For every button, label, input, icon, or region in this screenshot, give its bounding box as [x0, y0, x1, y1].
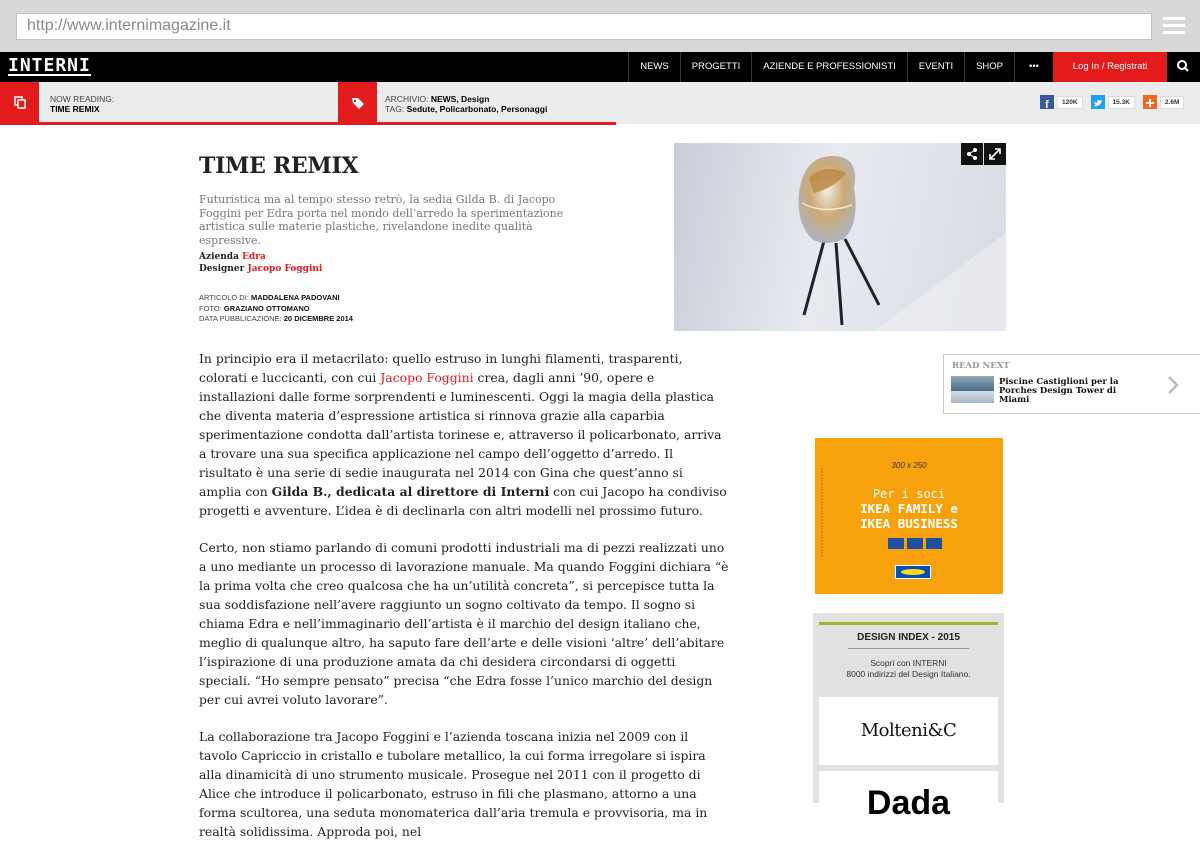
read-next-label: READ NEXT: [952, 361, 1010, 371]
ad-line-2: IKEA FAMILY e IKEA BUSINESS: [860, 501, 958, 531]
url-bar[interactable]: http://www.internimagazine.it: [16, 13, 1152, 40]
now-reading-label: NOW READING:: [50, 94, 115, 104]
brand-molteni[interactable]: Molteni&C: [819, 697, 998, 765]
ad-size: 300 x 250: [891, 461, 927, 470]
site-nav: [0, 52, 1200, 82]
archive-tags: [385, 94, 547, 114]
nav-item-progetti[interactable]: PROGETTI: [680, 52, 752, 82]
expand-icon[interactable]: [984, 143, 1006, 165]
designer-label: Designer: [199, 264, 245, 274]
nav-item-aziende[interactable]: AZIENDE E PROFESSIONISTI: [751, 52, 907, 82]
login-button[interactable]: Log In / Registrati: [1053, 52, 1167, 82]
brand-dada[interactable]: Dada: [819, 771, 998, 811]
now-reading-title: TIME REMIX: [50, 104, 100, 114]
ikea-logo: [895, 565, 931, 579]
azienda-link[interactable]: Edra: [242, 252, 266, 262]
plus-icon[interactable]: [1143, 95, 1157, 109]
facebook-icon[interactable]: [1040, 95, 1054, 109]
tag-value[interactable]: Sedute, Policarbonato, Personaggi: [406, 104, 548, 114]
browser-chrome: [0, 0, 1200, 52]
nav-menu: [628, 52, 1053, 82]
chair-illustration: [674, 143, 1006, 331]
author: MADDALENA PADOVANI: [250, 293, 340, 302]
divider: [848, 648, 969, 649]
article-body: [199, 349, 729, 859]
article-credits: [199, 251, 322, 275]
search-icon[interactable]: [1167, 52, 1200, 82]
now-reading: [50, 94, 114, 114]
article-meta: [199, 293, 353, 325]
foggini-link[interactable]: Jacopo Foggini: [380, 370, 474, 385]
article-lead: Futuristica ma al tempo stesso retrò, la sedia Gilda B. di Jacopo Foggini per Edra porta nel mondo dell’arredo la sperimentazione artistica sulle materie plastiche, rivelandone inedite qualità espressive.: [199, 193, 564, 247]
date-label: DATA PUBBLICAZIONE:: [199, 314, 282, 323]
design-index-accent: [819, 622, 998, 625]
nav-item-eventi[interactable]: EVENTI: [907, 52, 964, 82]
tag-icon: [338, 82, 377, 124]
tag-label: TAG:: [385, 104, 405, 114]
design-index: [813, 613, 1004, 822]
photographer: GRAZIANO OTTOMANO: [223, 303, 310, 313]
paragraph-1: In principio era il metacrilato: quello estruso in lunghi filamenti, trasparenti, colorati e luccicanti, con cui Jacopo Foggini crea, dagli anni ’90, opere e installazioni dalle forme sorprendenti e luminescenti. Oggi la magia della plastica che diventa materia d’espressione artistica si rinnova grazie alla caparbia sperimentazione condotta dall’artista torinese e, attraverso il policarbonato, arriva a trovare una sua specifica applicazione nel campo dell’oggetto d’arredo. Il risultato è una serie di sedie inaugurata nel 2014 con Gina che quest’anno si amplia con Gilda B., dedicata al direttore di Interni con cui Jacopo ha condiviso progetti e avventure. L’idea è di declinarla con altri modelli nel prossimo futuro.: [199, 351, 727, 518]
archive-value[interactable]: NEWS, Design: [430, 94, 490, 104]
paragraph-3: La collaborazione tra Jacopo Foggini e l’azienda toscana inizia nel 2009 con il tavolo Capriccio in cristallo e tubolare metallico, la cui forma irregolare si ispira alla dinamicità di uno strumento musicale. Prosegue nel 2011 con il progetto di Alice che introduce il policarbonato, estruso in fili che plasmano, attorno a una forma scultorea, una seduta monomaterica dall’aria tremula e provvisoria, ma in realtà solidissima. Approda poi, nel: [199, 729, 708, 839]
twitter-count: 15.3K: [1108, 96, 1135, 109]
reading-bar: [0, 82, 1200, 124]
reading-progress-bar: [0, 122, 616, 125]
read-next-title[interactable]: Piscine Castiglioni per la Porches Design Tower di Miami: [999, 377, 1119, 405]
plus-count: 2.6M: [1160, 96, 1184, 109]
paragraph-2: Certo, non stiamo parlando di comuni prodotti industriali ma di pezzi realizzati uno a uno mediante un processo di lavorazione manuale. Ma quando Foggini dichiara “è la prima volta che creo qualcosa che ha un’utilità concreta”, si percepisce tutta la sua soddisfazione nell’avere raggiunto un sogno coltivato da tempo. Il sogno si chiama Edra e nell’immaginario dell’artista è il marchio del design italiano che, meglio di qualunque altro, ha saputo fare dell’arte e delle visioni ‘altre’ dell’abitare l’ispirazione di una produzione amata da chi desidera circondarsi di oggetti speciali. “Ho sempre pensato” precisa “che Edra fosse l’unico marchio del design per cui avrei voluto lavorare”.: [199, 540, 729, 707]
nav-item-more[interactable]: •••: [1014, 52, 1053, 82]
read-next-thumbnail[interactable]: [951, 376, 994, 403]
share-counters: [1040, 95, 1192, 109]
article-title: TIME REMIX: [199, 153, 359, 179]
svg-text:f: f: [1045, 99, 1049, 111]
hero-image[interactable]: [674, 143, 1006, 331]
gilda-bold: Gilda B., dedicata al direttore di Interni: [271, 484, 550, 499]
author-label: ARTICOLO DI:: [199, 293, 249, 302]
twitter-icon[interactable]: [1091, 95, 1105, 109]
publish-date: 20 DICEMBRE 2014: [283, 314, 353, 323]
design-index-subtitle: Scopri con INTERNI 8000 indirizzi del Design Italiano.: [846, 658, 971, 679]
designer-link[interactable]: Jacopo Foggini: [247, 264, 323, 274]
design-index-title[interactable]: DESIGN INDEX - 2015: [857, 632, 960, 643]
read-next-box[interactable]: [943, 354, 1200, 414]
share-icon[interactable]: [961, 143, 983, 165]
ad-line-1: Per i soci: [872, 487, 946, 501]
archive-label: ARCHIVIO:: [385, 94, 429, 104]
nav-item-news[interactable]: NEWS: [628, 52, 680, 82]
nav-item-shop[interactable]: SHOP: [964, 52, 1014, 82]
azienda-label: Azienda: [199, 252, 239, 262]
photo-label: FOTO:: [199, 303, 222, 313]
site-logo[interactable]: INTERNI: [8, 55, 91, 76]
facebook-count: 120K: [1057, 96, 1083, 109]
ikea-ad[interactable]: [815, 438, 1003, 594]
chevron-right-icon[interactable]: [1166, 375, 1180, 399]
ad-card-logos: [888, 538, 945, 549]
copy-icon[interactable]: [0, 82, 39, 124]
hamburger-menu-icon[interactable]: [1163, 17, 1185, 35]
